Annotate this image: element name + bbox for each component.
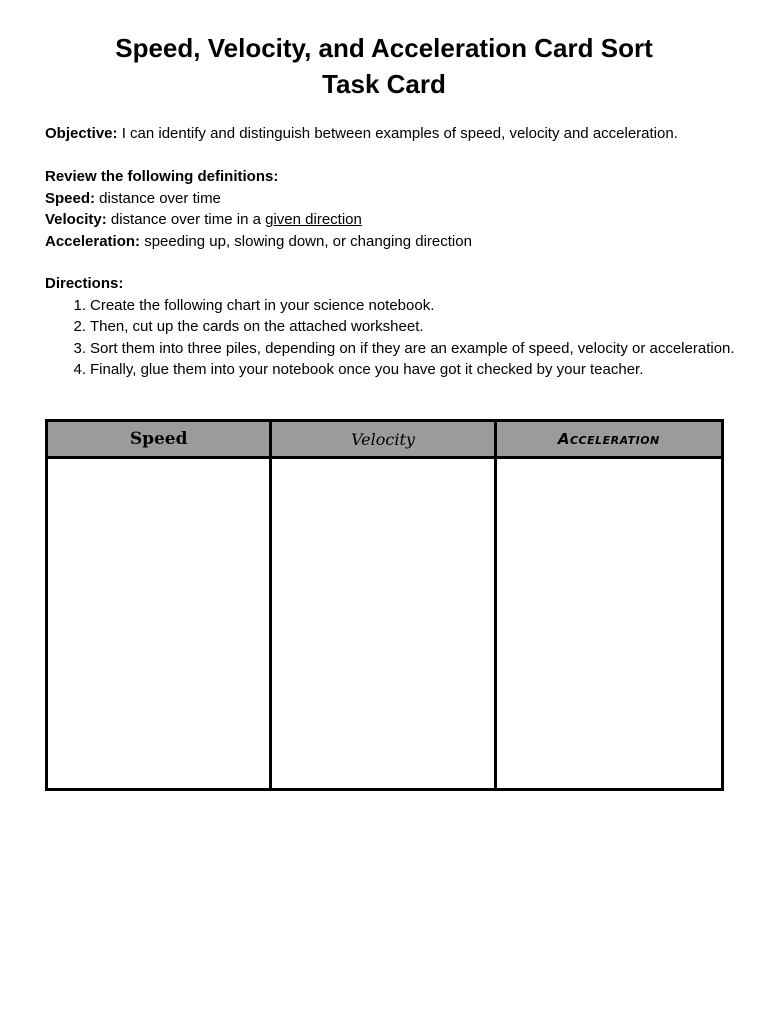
direction-step xyxy=(73,359,735,381)
definition-underlined-text: given direction xyxy=(265,211,362,228)
objective-label: Objective: xyxy=(45,125,118,142)
definition-acceleration xyxy=(45,231,735,253)
objective-text: I can identify and distinguish between examples of speed, velocity and acceleration. xyxy=(117,125,678,142)
chart-column-acceleration xyxy=(497,459,721,788)
sorting-chart xyxy=(45,419,724,791)
chart-header-acceleration xyxy=(497,422,721,459)
definitions-heading: Review the following definitions: xyxy=(45,168,279,185)
definition-velocity xyxy=(45,209,735,231)
objective xyxy=(45,123,735,145)
page-title xyxy=(0,30,768,102)
directions xyxy=(45,273,735,381)
chart-header-label: Speed xyxy=(129,429,188,449)
step-number: 1. xyxy=(73,296,86,314)
definition-speed xyxy=(45,188,735,210)
directions-heading: Directions: xyxy=(45,275,124,292)
definition-term: Speed: xyxy=(45,189,96,207)
chart-header-label: Acceleration xyxy=(557,430,660,448)
chart-header-label: Velocity xyxy=(351,429,415,449)
step-number: 2. xyxy=(73,318,86,335)
title-line-2: Task Card xyxy=(322,69,446,99)
definition-term: Velocity: xyxy=(45,211,107,228)
directions-list xyxy=(45,295,735,381)
chart-column-velocity xyxy=(272,459,496,788)
step-text: Sort them into three piles, depending on if they are an example of speed, velocity or acceleration. xyxy=(90,339,735,357)
chart-column-speed xyxy=(48,459,272,788)
definition-text: speeding up, slowing down, or changing direction xyxy=(140,232,472,250)
direction-step xyxy=(73,295,735,317)
step-number: 3. xyxy=(73,339,86,357)
title-line-1: Speed, Velocity, and Acceleration Card Sort xyxy=(115,33,653,63)
step-text: Then, cut up the cards on the attached worksheet. xyxy=(90,318,424,335)
direction-step xyxy=(73,338,735,360)
definition-text: distance over time in a xyxy=(106,211,266,228)
step-number: 4. xyxy=(73,361,86,378)
definition-text: distance over time xyxy=(95,189,221,207)
step-text: Finally, glue them into your notebook once you have got it checked by your teacher. xyxy=(90,361,644,378)
chart-header-speed xyxy=(48,422,272,459)
definitions xyxy=(45,166,735,252)
direction-step xyxy=(73,316,735,338)
step-text: Create the following chart in your science notebook. xyxy=(90,296,435,314)
definition-term: Acceleration: xyxy=(45,232,141,250)
chart-header-velocity xyxy=(272,422,496,459)
